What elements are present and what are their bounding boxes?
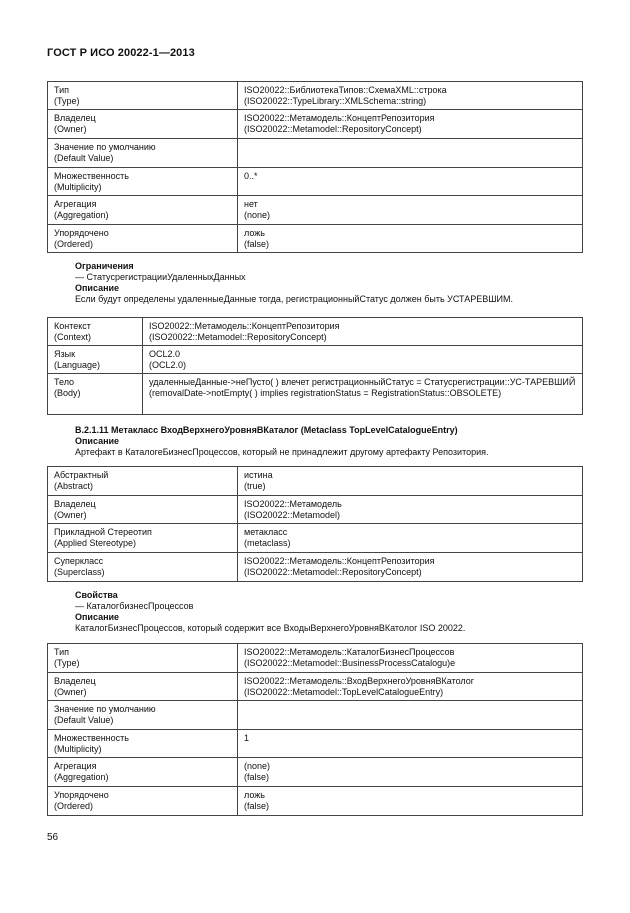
table-key-cell: Тип (Type) (48, 644, 238, 673)
table-row (48, 701, 583, 730)
attribute-table-2 (47, 643, 583, 816)
table-key-cell: Значение по умолчанию (Default Value) (48, 701, 238, 730)
table-key-cell: Множественность (Multiplicity) (48, 730, 238, 758)
table-row (48, 758, 583, 787)
constraint-table (47, 317, 583, 415)
table-row (48, 553, 583, 582)
table-value-cell: нет (none) (238, 196, 583, 225)
table-value-cell: 0..* (238, 168, 583, 196)
table-key-cell: Агрегация (Aggregation) (48, 758, 238, 787)
table-row (48, 318, 583, 346)
attribute-table-1 (47, 81, 583, 253)
section-heading: В.2.1.11 Метакласс ВходВерхнегоУровняВКаталог (Metaclass TopLevelCatalogueEntry) (75, 425, 458, 435)
table-value-cell: ISO20022::Метамодель::КонцептРепозитория (ISO20022::Metamodel::RepositoryConcept) (238, 553, 583, 582)
description-title: Описание (75, 612, 120, 622)
table-row (48, 110, 583, 139)
table-row (48, 673, 583, 701)
properties-title: Свойства (75, 590, 118, 600)
table-key-cell: Тело (Body) (48, 374, 143, 415)
table-row (48, 139, 583, 168)
properties-block (75, 590, 585, 634)
page-number: 56 (47, 832, 59, 843)
table-row (48, 787, 583, 816)
table-key-cell: Владелец (Owner) (48, 673, 238, 701)
table-value-cell: метакласс (metaclass) (238, 524, 583, 553)
table-row (48, 496, 583, 524)
table-key-cell: Упорядочено (Ordered) (48, 225, 238, 253)
table-row (48, 374, 583, 415)
table-key-cell: Упорядочено (Ordered) (48, 787, 238, 816)
metaclass-table (47, 466, 583, 582)
table-row (48, 467, 583, 496)
table-value-cell: ложь (false) (238, 225, 583, 253)
section-block (75, 425, 585, 458)
table-row (48, 346, 583, 374)
table-row (48, 196, 583, 225)
table-row (48, 524, 583, 553)
table-value-cell: ISO20022::Метамодель::ВходВерхнегоУровняВКатолог (ISO20022::Metamodel::TopLevelCatalogueEntry) (238, 673, 583, 701)
description-title: Описание (75, 283, 120, 293)
table-key-cell: Контекст (Context) (48, 318, 143, 346)
table-value-cell: ISO20022::Метамодель (ISO20022::Metamodel) (238, 496, 583, 524)
constraints-block (75, 261, 585, 305)
table-key-cell: Владелец (Owner) (48, 110, 238, 139)
table-key-cell: Прикладной Стереотип (Applied Stereotype) (48, 524, 238, 553)
properties-item: — КаталогбизнесПроцессов (75, 601, 194, 611)
table-key-cell: Абстрактный (Abstract) (48, 467, 238, 496)
table-key-cell: Суперкласс (Superclass) (48, 553, 238, 582)
table-value-cell: ISO20022::Метамодель::КаталогБизнесПроцессов (ISO20022::Metamodel::BusinessProcessCatalogu)e (238, 644, 583, 673)
table-row (48, 730, 583, 758)
table-row (48, 168, 583, 196)
document-header: ГОСТ Р ИСО 20022-1—2013 (47, 47, 195, 59)
table-key-cell: Множественность (Multiplicity) (48, 168, 238, 196)
description-text: Если будут определены удаленныеДанные тогда, регистрационныйСтатус должен быть УСТАРЕВШИМ. (75, 294, 513, 304)
table-value-cell (238, 139, 583, 168)
table-value-cell: ISO20022::Метамодель::КонцептРепозитория (ISO20022::Metamodel::RepositoryConcept) (238, 110, 583, 139)
description-title: Описание (75, 436, 120, 446)
table-value-cell: удаленныеДанные->неПусто( ) влечет регистрационныйСтатус = Статусрегистрации::УС-ТАРЕВШИЙ (removalDate->notEmpty( ) implies registrationStatus = RegistrationStatus::OBSOLETE) (143, 374, 583, 415)
table-value-cell: OCL2.0 (OCL2.0) (143, 346, 583, 374)
table-value-cell: ложь (false) (238, 787, 583, 816)
table-value-cell: истина (true) (238, 467, 583, 496)
table-key-cell: Агрегация (Aggregation) (48, 196, 238, 225)
table-key-cell: Владелец (Owner) (48, 496, 238, 524)
table-value-cell (238, 701, 583, 730)
table-row (48, 225, 583, 253)
table-key-cell: Тип (Type) (48, 82, 238, 110)
table-row (48, 82, 583, 110)
description-text: КаталогБизнесПроцессов, который содержит все ВходыВерхнегоУровняВКатолог ISO 20022. (75, 623, 466, 633)
table-value-cell: 1 (238, 730, 583, 758)
table-value-cell: (none) (false) (238, 758, 583, 787)
table-key-cell: Значение по умолчанию (Default Value) (48, 139, 238, 168)
constraints-title: Ограничения (75, 261, 134, 271)
table-row (48, 644, 583, 673)
description-text: Артефакт в КаталогеБизнесПроцессов, который не принадлежит другому артефакту Репозитория. (75, 447, 489, 457)
constraints-item: — СтатусрегистрацииУдаленныхДанных (75, 272, 246, 282)
table-value-cell: ISO20022::Метамодель::КонцептРепозитория (ISO20022::Metamodel::RepositoryConcept) (143, 318, 583, 346)
table-value-cell: ISO20022::БиблиотекаТипов::СхемаXML::строка (ISO20022::TypeLibrary::XMLSchema::string) (238, 82, 583, 110)
table-key-cell: Язык (Language) (48, 346, 143, 374)
